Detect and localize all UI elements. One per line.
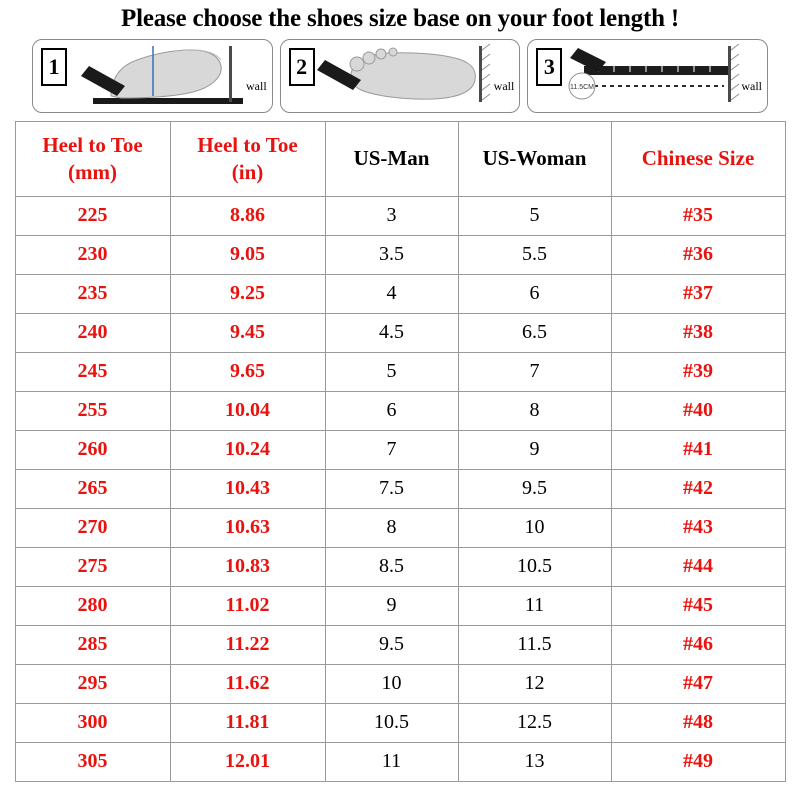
step-2-number: 2 bbox=[289, 48, 315, 86]
cell-us-woman: 13 bbox=[458, 742, 611, 781]
foot-side-view-icon bbox=[33, 40, 273, 112]
step-1-card bbox=[32, 39, 273, 113]
cell-heel-to-toe-mm: 300 bbox=[15, 703, 170, 742]
cell-chinese-size: #44 bbox=[611, 547, 785, 586]
table-row bbox=[15, 469, 785, 508]
cell-us-woman: 11 bbox=[458, 586, 611, 625]
cell-heel-to-toe-in: 8.86 bbox=[170, 196, 325, 235]
cell-chinese-size: #46 bbox=[611, 625, 785, 664]
cell-us-woman: 11.5 bbox=[458, 625, 611, 664]
cell-us-man: 9 bbox=[325, 586, 458, 625]
cell-heel-to-toe-mm: 305 bbox=[15, 742, 170, 781]
cell-us-woman: 9.5 bbox=[458, 469, 611, 508]
column-header-us-man: US-Man bbox=[325, 121, 458, 196]
table-row bbox=[15, 742, 785, 781]
size-table bbox=[15, 121, 786, 782]
column-header-heel-to-toe-in bbox=[170, 121, 325, 196]
step-3-wall-label: wall bbox=[741, 78, 763, 93]
cell-heel-to-toe-in: 9.25 bbox=[170, 274, 325, 313]
cell-heel-to-toe-mm: 230 bbox=[15, 235, 170, 274]
cell-us-woman: 7 bbox=[458, 352, 611, 391]
cell-heel-to-toe-in: 11.62 bbox=[170, 664, 325, 703]
cell-us-man: 5 bbox=[325, 352, 458, 391]
step-3-card bbox=[527, 39, 768, 113]
page-title: Please choose the shoes size base on your foot length ! bbox=[121, 5, 679, 32]
ruler-measure-icon bbox=[528, 40, 768, 112]
cell-heel-to-toe-mm: 265 bbox=[15, 469, 170, 508]
cell-us-man: 9.5 bbox=[325, 625, 458, 664]
header-line-2: (in) bbox=[231, 159, 264, 184]
cell-chinese-size: #49 bbox=[611, 742, 785, 781]
cell-heel-to-toe-mm: 275 bbox=[15, 547, 170, 586]
cell-heel-to-toe-in: 11.22 bbox=[170, 625, 325, 664]
table-row bbox=[15, 586, 785, 625]
cell-heel-to-toe-in: 10.83 bbox=[170, 547, 325, 586]
cell-us-man: 3 bbox=[325, 196, 458, 235]
cell-us-woman: 10 bbox=[458, 508, 611, 547]
table-row bbox=[15, 547, 785, 586]
cell-heel-to-toe-in: 9.45 bbox=[170, 313, 325, 352]
table-row bbox=[15, 352, 785, 391]
cell-us-woman: 12 bbox=[458, 664, 611, 703]
cell-heel-to-toe-in: 11.81 bbox=[170, 703, 325, 742]
cell-chinese-size: #40 bbox=[611, 391, 785, 430]
cell-heel-to-toe-in: 9.05 bbox=[170, 235, 325, 274]
column-header-chinese-size: Chinese Size bbox=[611, 121, 785, 196]
table-row bbox=[15, 391, 785, 430]
cell-heel-to-toe-mm: 270 bbox=[15, 508, 170, 547]
cell-us-man: 10 bbox=[325, 664, 458, 703]
cell-us-woman: 5 bbox=[458, 196, 611, 235]
cell-chinese-size: #41 bbox=[611, 430, 785, 469]
cell-heel-to-toe-in: 11.02 bbox=[170, 586, 325, 625]
cell-us-woman: 5.5 bbox=[458, 235, 611, 274]
cell-chinese-size: #36 bbox=[611, 235, 785, 274]
cell-us-woman: 12.5 bbox=[458, 703, 611, 742]
cell-us-woman: 6 bbox=[458, 274, 611, 313]
cell-heel-to-toe-mm: 225 bbox=[15, 196, 170, 235]
cell-us-man: 6 bbox=[325, 391, 458, 430]
table-row bbox=[15, 196, 785, 235]
cell-heel-to-toe-in: 10.43 bbox=[170, 469, 325, 508]
header-line-1: Heel to Toe bbox=[42, 133, 143, 158]
cell-heel-to-toe-mm: 280 bbox=[15, 586, 170, 625]
step-3-number: 3 bbox=[536, 48, 562, 86]
cell-us-woman: 6.5 bbox=[458, 313, 611, 352]
measurement-steps bbox=[32, 39, 768, 113]
size-table-head bbox=[15, 121, 785, 196]
step-2-card bbox=[280, 39, 521, 113]
cell-heel-to-toe-mm: 255 bbox=[15, 391, 170, 430]
column-header-us-woman: US-Woman bbox=[458, 121, 611, 196]
table-row bbox=[15, 313, 785, 352]
cell-heel-to-toe-mm: 295 bbox=[15, 664, 170, 703]
step-2-wall-label: wall bbox=[493, 78, 515, 93]
table-row bbox=[15, 508, 785, 547]
foot-top-view-icon bbox=[281, 40, 521, 112]
cell-heel-to-toe-in: 10.24 bbox=[170, 430, 325, 469]
cell-chinese-size: #43 bbox=[611, 508, 785, 547]
cell-us-woman: 10.5 bbox=[458, 547, 611, 586]
cell-chinese-size: #38 bbox=[611, 313, 785, 352]
cell-us-man: 4.5 bbox=[325, 313, 458, 352]
cell-heel-to-toe-in: 10.04 bbox=[170, 391, 325, 430]
cell-heel-to-toe-mm: 235 bbox=[15, 274, 170, 313]
cell-chinese-size: #35 bbox=[611, 196, 785, 235]
table-row bbox=[15, 235, 785, 274]
cell-us-man: 10.5 bbox=[325, 703, 458, 742]
step-1-wall-label: wall bbox=[246, 78, 267, 93]
cell-us-man: 7.5 bbox=[325, 469, 458, 508]
cell-us-man: 3.5 bbox=[325, 235, 458, 274]
header-line-1: Heel to Toe bbox=[197, 133, 298, 158]
cell-chinese-size: #42 bbox=[611, 469, 785, 508]
table-row bbox=[15, 274, 785, 313]
table-row bbox=[15, 664, 785, 703]
cell-us-woman: 9 bbox=[458, 430, 611, 469]
cell-chinese-size: #47 bbox=[611, 664, 785, 703]
step-1-number: 1 bbox=[41, 48, 67, 86]
cell-us-man: 8 bbox=[325, 508, 458, 547]
cell-us-man: 8.5 bbox=[325, 547, 458, 586]
cell-us-man: 11 bbox=[325, 742, 458, 781]
cell-heel-to-toe-mm: 260 bbox=[15, 430, 170, 469]
cell-chinese-size: #37 bbox=[611, 274, 785, 313]
measure-label: 11.5CM bbox=[570, 83, 595, 91]
cell-heel-to-toe-in: 9.65 bbox=[170, 352, 325, 391]
header-line-2: (mm) bbox=[68, 159, 117, 184]
cell-us-woman: 8 bbox=[458, 391, 611, 430]
cell-chinese-size: #48 bbox=[611, 703, 785, 742]
table-header-row bbox=[15, 121, 785, 196]
cell-chinese-size: #39 bbox=[611, 352, 785, 391]
column-header-heel-to-toe-mm bbox=[15, 121, 170, 196]
table-row bbox=[15, 703, 785, 742]
cell-us-man: 4 bbox=[325, 274, 458, 313]
cell-heel-to-toe-mm: 245 bbox=[15, 352, 170, 391]
cell-heel-to-toe-mm: 240 bbox=[15, 313, 170, 352]
size-table-body bbox=[15, 196, 785, 781]
table-row bbox=[15, 625, 785, 664]
cell-heel-to-toe-in: 10.63 bbox=[170, 508, 325, 547]
cell-chinese-size: #45 bbox=[611, 586, 785, 625]
cell-heel-to-toe-mm: 285 bbox=[15, 625, 170, 664]
cell-heel-to-toe-in: 12.01 bbox=[170, 742, 325, 781]
cell-us-man: 7 bbox=[325, 430, 458, 469]
table-row bbox=[15, 430, 785, 469]
